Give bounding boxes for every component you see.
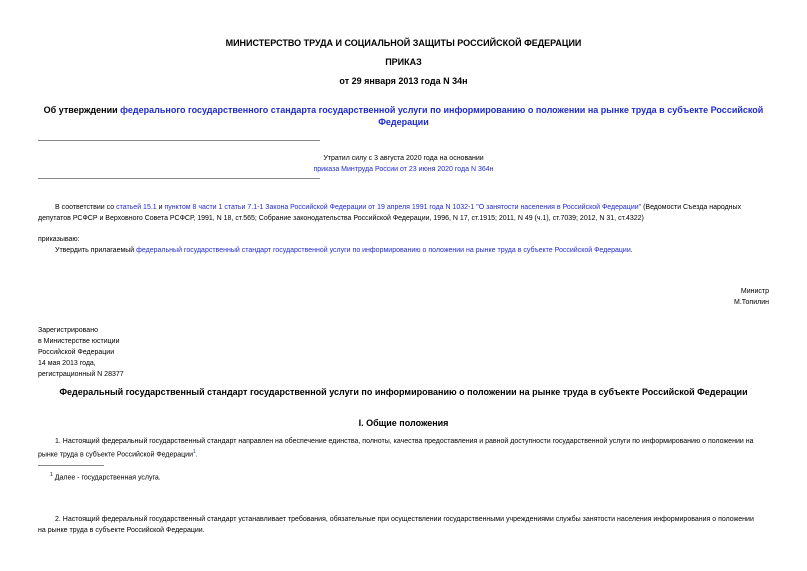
- subject-prefix: Об утверждении: [43, 105, 121, 115]
- registration-line: в Министерстве юстиции: [38, 338, 120, 345]
- expired-note-line: Утратил силу с 3 августа 2020 года на основании: [323, 155, 484, 162]
- registration-line: Российской Федерации: [38, 349, 115, 356]
- section-heading: I. Общие положения: [358, 418, 449, 428]
- registration-line: 14 мая 2013 года,: [38, 360, 96, 367]
- standard-paragraph-2: [38, 514, 778, 536]
- ministry-heading: МИНИСТЕРСТВО ТРУДА И СОЦИАЛЬНОЙ ЗАЩИТЫ РОССИЙСКОЙ ФЕДЕРАЦИИ: [225, 38, 582, 48]
- approve-paragraph: [55, 245, 775, 256]
- subject-link-cont[interactable]: Федерации: [378, 117, 429, 127]
- preamble-paragraph: [38, 202, 778, 224]
- registration-line: регистрационный N 28377: [38, 371, 124, 378]
- divider-top: [38, 140, 320, 141]
- signature-name: М.Топилин: [734, 299, 769, 306]
- approve-text-a: Утвердить прилагаемый: [55, 247, 137, 254]
- doc-date-heading: от 29 января 2013 года N 34н: [339, 76, 468, 86]
- subject-heading: [20, 104, 787, 128]
- footnote-marker: 1: [50, 472, 53, 478]
- law-link[interactable]: пунктом 8 части 1 статьи 7.1-1 Закона Российской Федерации от 19 апреля 1991 года N 1032-1 "О занятости населения в Российской Федерации": [164, 204, 642, 211]
- preamble-text-b: и: [156, 204, 165, 211]
- preamble-text-c: (Ведомости Съезда народных: [641, 204, 742, 211]
- registration-block: [38, 325, 124, 380]
- footnote-ref[interactable]: 1: [193, 449, 196, 455]
- p1-end: .: [195, 451, 198, 459]
- article-link[interactable]: статьей 15.1: [116, 204, 157, 211]
- standard-link[interactable]: федеральный государственный стандарт государственной услуги по информированию о положении на рынке труда в субъекте Российской Федерации: [136, 247, 631, 254]
- subject-link[interactable]: федерального государственного стандарта государственной услуги по информированию о положении на рынке труда в субъекте Российской: [120, 105, 764, 115]
- footnote: [50, 470, 161, 483]
- footnote-text: Далее - государственная услуга.: [52, 474, 161, 482]
- footnote-divider: [38, 465, 104, 466]
- p1-line2: рынке труда в субъекте Российской Федерации: [38, 451, 193, 459]
- approve-text-b: .: [630, 247, 633, 254]
- preamble-text-a: В соответствии со: [55, 204, 117, 211]
- registration-line: Зарегистрировано: [38, 327, 98, 334]
- p2-line1: 2. Настоящий федеральный государственный стандарт устанавливает требования, обязательные при осуществлении государственными учреждениями службы занятости населения информирования о положении: [55, 516, 754, 523]
- standard-paragraph-1: [38, 436, 778, 460]
- divider-bottom: [38, 178, 320, 179]
- standard-title: Федеральный государственный стандарт государственной услуги по информированию о положении на рынке труда в субъекте Российской Федерации: [59, 387, 748, 397]
- p1-line1: 1. Настоящий федеральный государственный стандарт направлен на обеспечение единства, полноты, качества предоставления и равной доступности государственной услуги по информированию о положении на: [55, 438, 754, 445]
- doc-type-heading: ПРИКАЗ: [385, 57, 422, 67]
- order-label: приказываю:: [38, 236, 80, 243]
- p2-line2: на рынке труда в субъекте Российской Федерации.: [38, 527, 205, 534]
- signature-title: Министр: [740, 288, 769, 295]
- preamble-line2: депутатов РСФСР и Верховного Совета РСФСР, 1991, N 18, ст.565; Собрание законодательства Российской Федерации, 1996, N 17, ст.1915; 2011, N 49 (ч.1), ст.7039; 2012, N 31, ст.4322): [38, 215, 644, 222]
- expired-note-link[interactable]: приказа Минтруда России от 23 июня 2020 года N 364н: [313, 166, 494, 173]
